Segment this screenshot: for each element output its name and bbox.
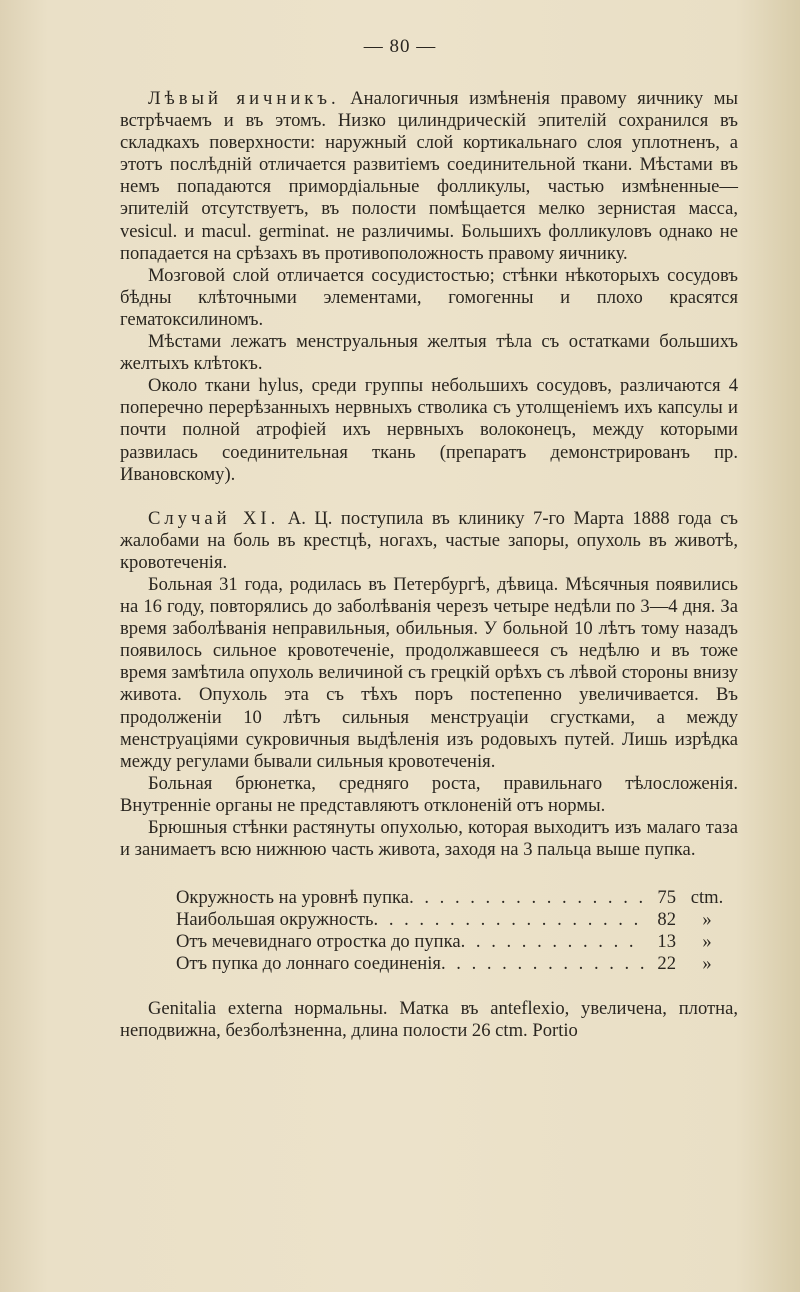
paragraph-patient-history: Больная 31 года, родилась въ Петербургѣ, дѣвица. Мѣсячныя появились на 16 году, повторялись до заболѣванія черезъ четыре недѣли по 3—4 дня. За время заболѣванія неправильныя, обильныя. У больной 10 лѣтъ тому назадъ появилось сильное кровотеченіе, продолжавшееся съ недѣлю и въ тоже время замѣтила опухоль величиной съ грецкій орѣхъ съ лѣвой стороны внизу живота. Опухоль эта съ тѣхъ поръ постепенно увеличивается. Въ продолженіи 10 лѣтъ сильныя менструаціи сгустками, а между менструаціями сукровичныя выдѣленія изъ родовыхъ путей. Лишь изрѣдка между регулами бывали сильныя кровотеченія.: [120, 573, 738, 772]
paragraph-genitalia: Genitalia externa нормальны. Матка въ anteflexio, увеличена, плотна, неподвижна, безболѣзненна, длина полости 26 ctm. Portio: [120, 997, 738, 1041]
paragraph-abdominal-wall: Брюшныя стѣнки растянуты опухолью, которая выходитъ изъ малаго таза и занимаетъ всю нижнюю часть живота, заходя на 3 пальца выше пупка.: [120, 817, 738, 861]
measurement-label: Наибольшая окружность: [176, 909, 374, 931]
measurement-label: Окружность на уровнѣ пупка: [176, 887, 410, 909]
measurement-row: [176, 909, 738, 931]
measurement-value: 13: [657, 931, 676, 953]
paragraph-patient-status: Больная брюнетка, средняго роста, правильнаго тѣлосложенія. Внутренніе органы не представляютъ отклоненій отъ нормы.: [120, 772, 738, 816]
paragraph-medullary-layer: Мозговой слой отличается сосудистостью; стѣнки нѣкоторыхъ сосудовъ бѣдны клѣточными элементами, гомогенны и плохо красятся гематоксилиномъ.: [120, 264, 738, 330]
paragraph-left-ovary: [120, 88, 738, 265]
case-heading: Случай XI.: [148, 507, 280, 529]
paragraph-hilus-nerves: Около ткани hylus, среди группы небольшихъ сосудовъ, различаются 4 поперечно перерѣзанныхъ нервныхъ стволика съ утолщеніемъ ихъ капсулы и почти полной атрофіей ихъ нервныхъ волоконецъ, между которыми развилась соединительная ткань (препаратъ демонстрированъ пр. Ивановскому).: [120, 375, 738, 485]
page-number: — 80 —: [363, 36, 437, 57]
measurement-unit: ctm.: [690, 887, 724, 909]
measurement-label: Отъ мечевиднаго отростка до пупка: [176, 931, 461, 953]
case-intro-text: А. Ц. поступила въ клинику 7-го Марта 1888 года съ жалобами на боль въ крестцѣ, ногахъ, частые запоры, опухоль въ животѣ, кровотеченія.: [120, 507, 739, 573]
paragraph-corpora-lutea: Мѣстами лежатъ менструальныя желтыя тѣла съ остатками большихъ желтыхъ клѣтокъ.: [120, 331, 738, 375]
section-heading-left-ovary: Лѣвый яичникъ.: [148, 88, 340, 109]
paragraph-case-intro: [120, 508, 738, 574]
measurement-value: 22: [657, 953, 676, 975]
measurement-row: [176, 953, 738, 975]
paragraph-left-ovary-text: Аналогичныя измѣненія правому яичнику мы встрѣчаемъ и въ этомъ. Низко цилиндрическій эпителій сохранился въ складкахъ поверхности: наружный слой кортикальнаго слоя уплотненъ, а этотъ послѣдній отличается развитіемъ соединительной ткани. Мѣстами въ немъ попадаются примордіальные фолликулы, частью измѣненные—эпителій отсутствуетъ, въ полости помѣщается мелко зернистая масса, vesicul. и macul. germinat. не различимы. Большихъ фолликуловъ однако не попадается на срѣзахъ въ противоположность правому яичнику.: [120, 88, 738, 264]
measurement-label: Отъ пупка до лоннаго соединенія: [176, 953, 441, 975]
measurement-unit: »: [702, 953, 712, 975]
measurement-unit: »: [702, 931, 712, 953]
measurement-unit: »: [702, 909, 712, 931]
page-body: [120, 88, 738, 1042]
measurement-value: 82: [657, 909, 676, 931]
measurement-value: 75: [657, 887, 676, 909]
measurements-list: [176, 887, 738, 975]
measurement-row: [176, 931, 738, 953]
measurement-row: [176, 887, 738, 909]
